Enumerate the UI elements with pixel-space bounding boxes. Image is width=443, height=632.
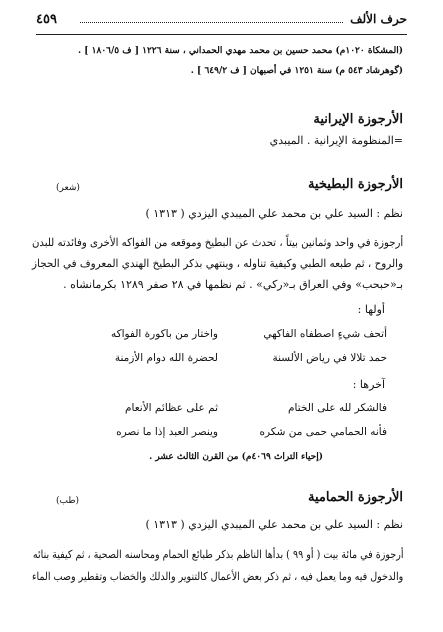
source-note: (إحياء التراث ٤٠٦٩م) من القرن الثالث عشر . [149, 452, 323, 462]
entry-title: الأرجوزة الحمامية [308, 490, 403, 505]
entry-title: الأرجوزة البطيخية [307, 177, 403, 192]
reference-line: (گوهرشاد ٥٤٣ م) سنة ١٢٥١ في أصبهان [ ف ٦٤٩/٢ ] . [190, 66, 403, 76]
entry-title: الأرجوزة الإيرانية [313, 112, 403, 127]
verse-hemistich-left: ثم على عظائم الأنعام [125, 402, 218, 414]
entry-category-tag: (شعر) [56, 183, 80, 193]
closing-label: آخرها : [352, 378, 385, 391]
running-title: حرف الألف [350, 12, 407, 26]
verse-hemistich-right: فأنه الحمامي حمى من شكره [259, 426, 387, 438]
description-line: والدخول فيه وما يعمل فيه ، ثم ذكر بعض الأعمال كالتنوير والدلك والخضاب وتقطير وصب الماء [31, 570, 403, 583]
entry-author: نظم : السيد علي بن محمد علي الميبدي اليزدي ( ١٣١٣ ) [145, 518, 403, 531]
verse-hemistich-right: أتحف شيءٍ اصطفاه الفاكهي [263, 328, 387, 340]
page-number: ٤٥٩ [36, 12, 57, 27]
header-dot-leader [80, 22, 343, 23]
verse-hemistich-right: حمد تلالا في رياض الألسنة [272, 352, 387, 364]
description-line: والروح ، ثم طبعه الطبي وكيفية تناوله ، وينتهي بذكر البطيخ الهندي المعروف في الحجاز [31, 257, 403, 270]
verse-hemistich-right: فالشكر لله على الختام [288, 402, 387, 414]
entry-category-tag: (طب) [56, 496, 80, 506]
reference-line: (المشكاة ١٠٢٠م) محمد حسين بن محمد مهدي الحمداني ، سنة ١٢٢٦ [ ف ١٨٠٦/٥ ] . [78, 46, 403, 56]
description-line: أرجوزة في واحد وثمانين بيتاً ، تحدث عن البطيخ وموقعه من الفواكه الأخرى وفائدته للبدن [31, 236, 403, 249]
header-rule [36, 34, 407, 35]
description-line: أرجوزة في مائة بيت ( أو ٩٩ ) بدأها الناظم بذكر طبائع الحمام ومحاسنه الصحية ، ثم كيفية بنائه [32, 548, 403, 561]
see-also-note: =المنظومة الإيرانية . الميبدي [269, 134, 403, 147]
verse-hemistich-left: واختار من باكورة الفواكه [110, 328, 218, 340]
description-line: بـ«حبحب» وفي العراق بـ«ركي» . ثم نظمها في ٢٨ صفر ١٢٨٩ بكرمانشاه . [63, 278, 403, 291]
verse-hemistich-left: لحضرة الله دوام الأزمنة [114, 352, 218, 364]
entry-author: نظم : السيد علي بن محمد علي الميبدي اليزدي ( ١٣١٣ ) [145, 207, 403, 220]
opening-label: أولها : [357, 303, 385, 316]
verse-hemistich-left: وينصر العبد إذا ما نصره [116, 426, 218, 438]
page-header [36, 10, 407, 30]
